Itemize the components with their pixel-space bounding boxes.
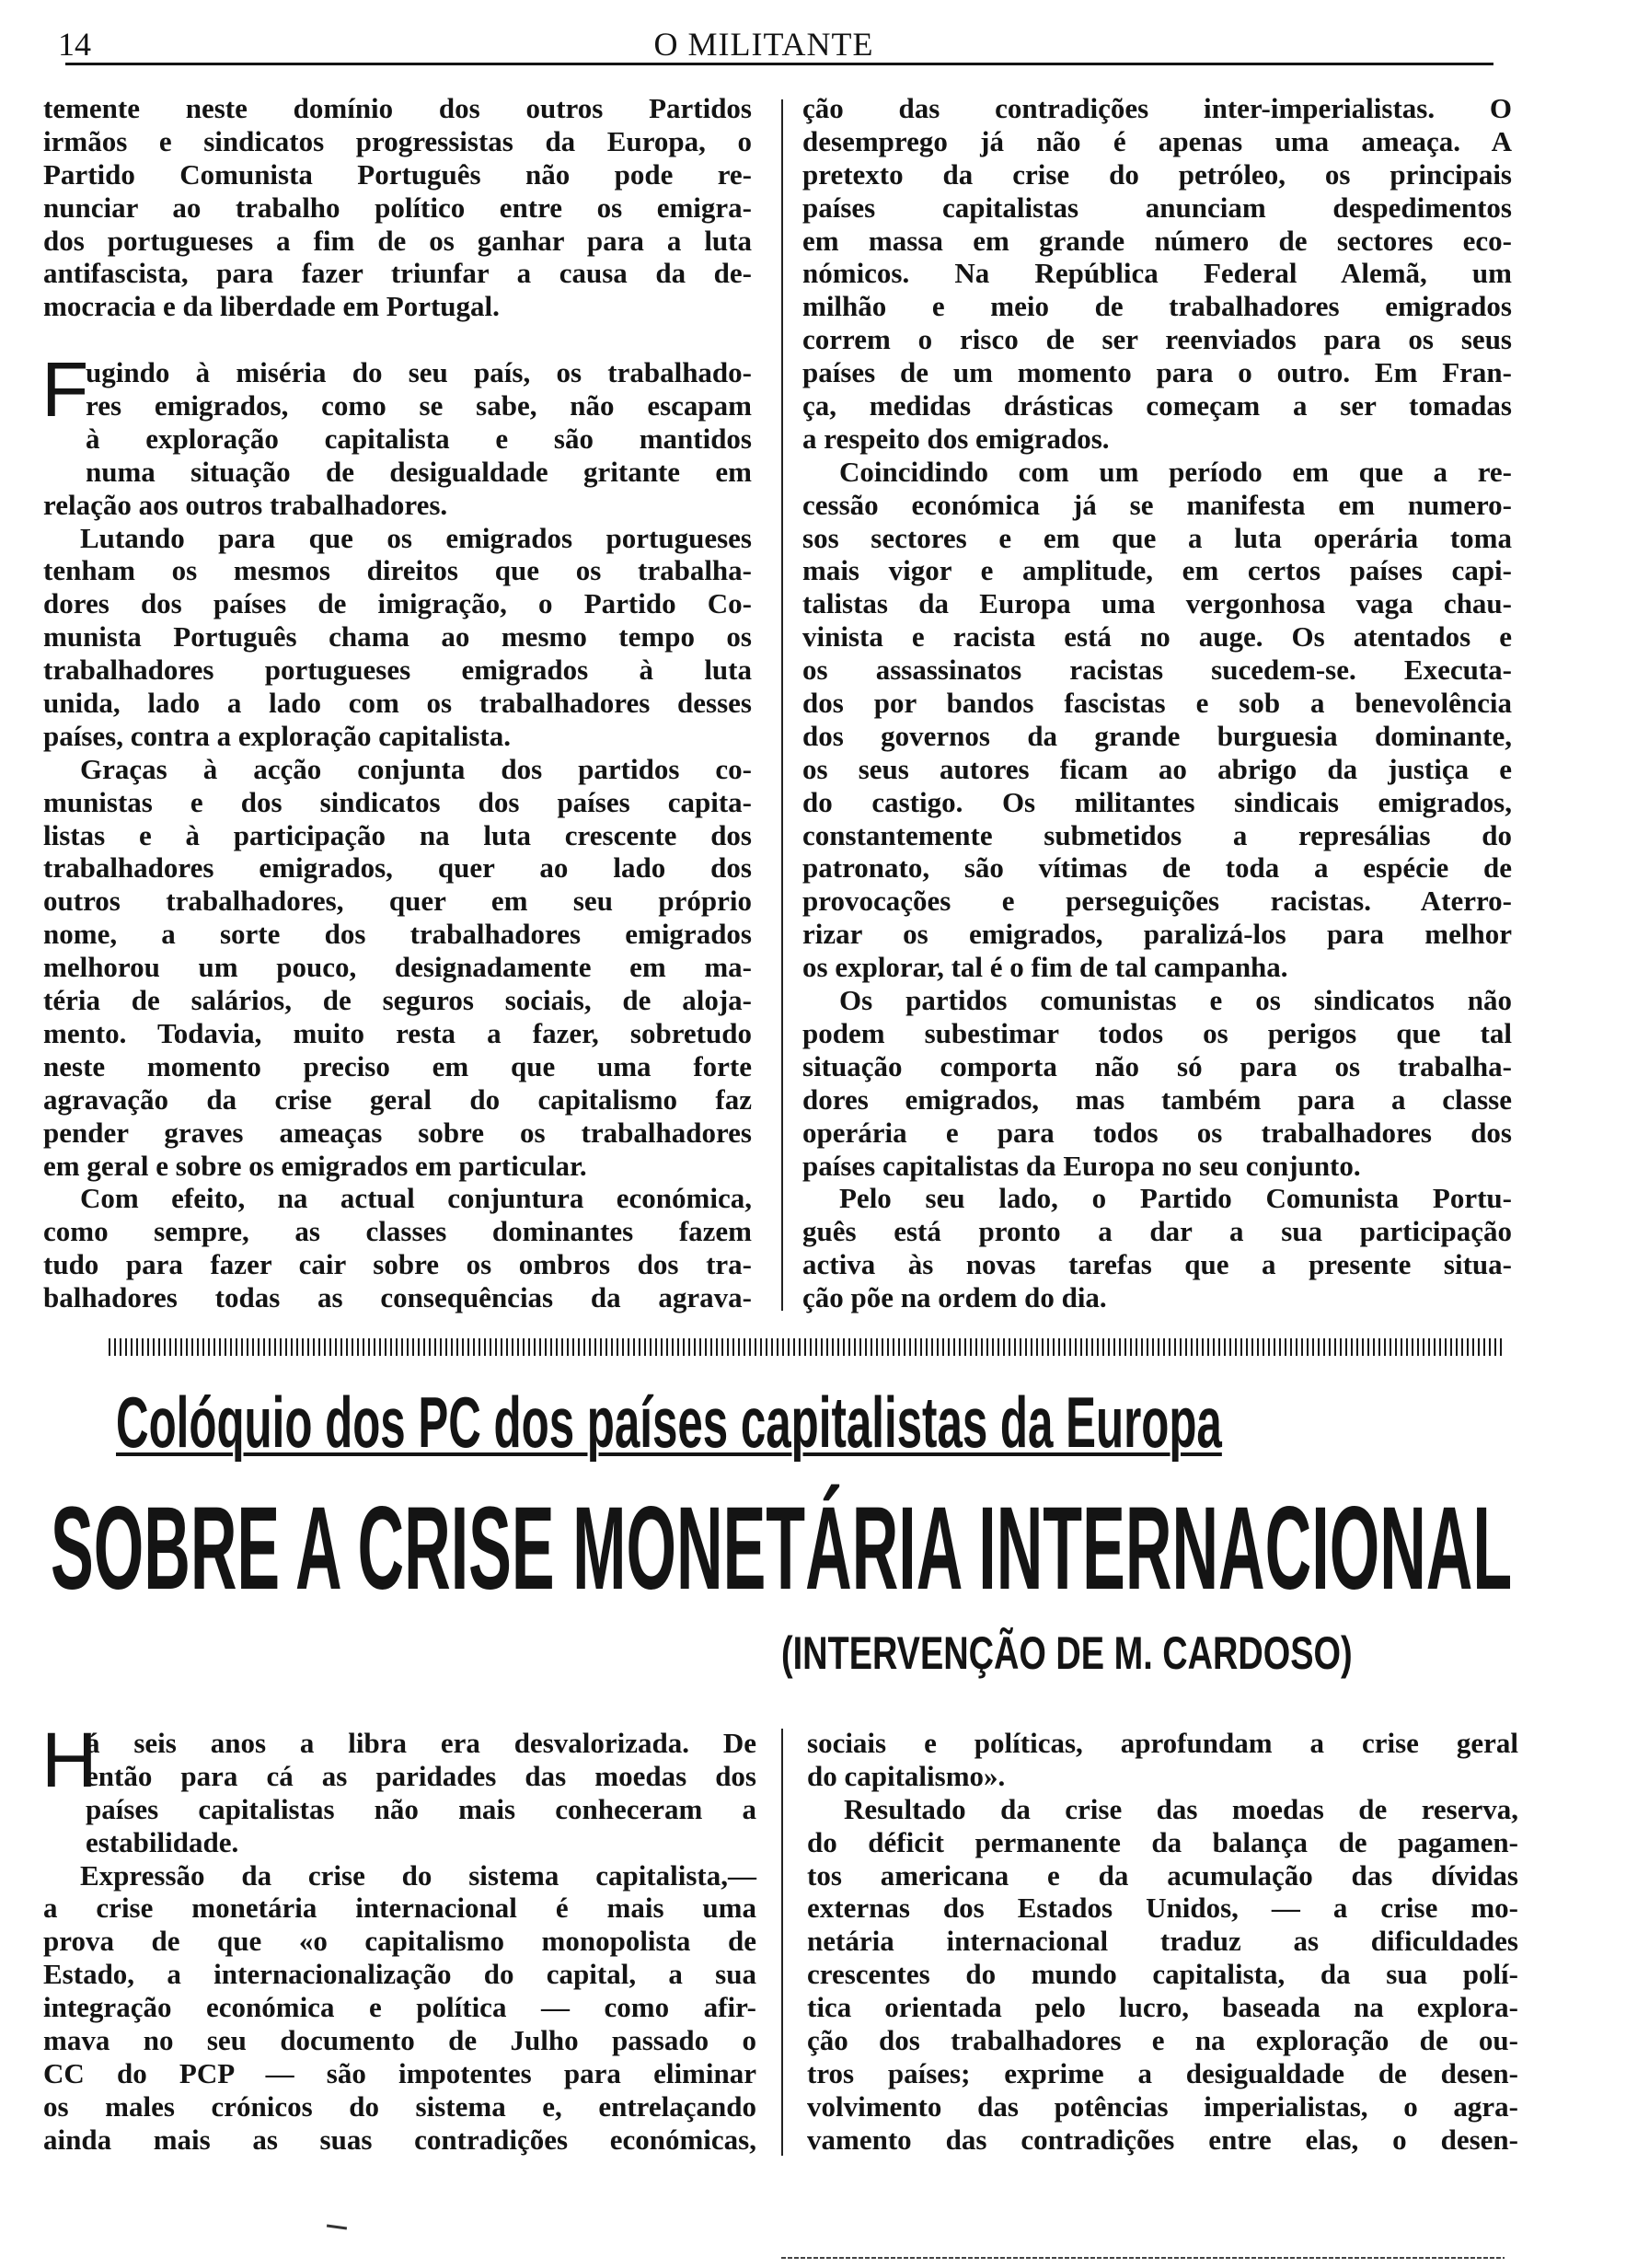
top-right-column xyxy=(802,92,1512,1314)
column-rule xyxy=(781,99,783,1311)
text-line: tros países; exprime a desigualdade de desen- xyxy=(807,2056,1518,2089)
text-line: tos americana e da acumulação das dívidas xyxy=(807,1858,1518,1892)
text-line: correm o risco de ser reenviados para os seus xyxy=(802,323,1512,356)
text-line: operária e para todos os trabalhadores dos xyxy=(802,1116,1512,1149)
text-line: outros trabalhadores, quer em seu próprio xyxy=(43,885,752,918)
text-line: à exploração capitalista e são mantidos xyxy=(86,422,752,455)
text-line: Graças à acção conjunta dos partidos co- xyxy=(80,752,752,785)
text-line: Resultado da crise das moedas de reserva, xyxy=(844,1792,1518,1825)
text-line: volvimento das potências imperialistas, o agra- xyxy=(807,2089,1518,2123)
paragraph xyxy=(802,984,1512,1182)
text-line: do castigo. Os militantes sindicais emigrados, xyxy=(802,785,1512,818)
text-line: ça, medidas drásticas começam a ser tomadas xyxy=(802,389,1512,422)
text-line: activa às novas tarefas que a presente situa- xyxy=(802,1248,1512,1281)
text-line: netária internacional traduz as dificuldades xyxy=(807,1925,1518,1958)
text-line: nunciar ao trabalho político entre os emigra- xyxy=(43,191,752,224)
text-line: Pelo seu lado, o Partido Comunista Portu- xyxy=(839,1182,1512,1215)
footer-rule xyxy=(781,2257,1505,2259)
text-line: dos governos da grande burguesia dominante, xyxy=(802,719,1512,752)
text-line: como sempre, as classes dominantes fazem xyxy=(43,1215,752,1248)
section-divider xyxy=(109,1338,1505,1356)
text-line: os explorar, tal é o fim de tal campanha. xyxy=(802,951,1288,984)
text-line: dores emigrados, mas também para a classe xyxy=(802,1082,1512,1116)
text-line: países, contra a exploração capitalista. xyxy=(43,719,512,752)
text-line: á seis anos a libra era desvalorizada. De xyxy=(86,1727,756,1759)
text-line: mava no seu documento de Julho passado o xyxy=(43,2024,756,2057)
text-line: ugindo à miséria do seu país, os trabalhado- xyxy=(86,356,752,389)
text-line: rizar os emigrados, paralizá-los para melhor xyxy=(802,918,1512,951)
text-line: vamento das contradições entre elas, o desen- xyxy=(807,2123,1518,2156)
article-title: SOBRE A CRISE MONETÁRIA INTERNACIONAL xyxy=(51,1483,1513,1614)
text-line: os assassinatos racistas sucedem-se. Executa- xyxy=(802,654,1512,687)
text-line: tica orientada pelo lucro, baseada na explora- xyxy=(807,1991,1518,2024)
text-line: países de um momento para o outro. Em Fran- xyxy=(802,356,1512,389)
text-line: téria de salários, de seguros sociais, de aloja- xyxy=(43,984,752,1017)
text-line: Os partidos comunistas e os sindicatos não xyxy=(839,984,1512,1017)
paragraph xyxy=(807,1727,1518,1793)
text-line: tenham os mesmos direitos que os trabalha- xyxy=(43,554,752,587)
paragraph xyxy=(43,522,752,753)
text-line: CC do PCP — são impotentes para eliminar xyxy=(43,2056,756,2089)
text-line: talistas da Europa uma vergonhosa vaga chau- xyxy=(802,587,1512,620)
paragraph xyxy=(43,1182,752,1314)
text-line: agravação da crise geral do capitalismo faz xyxy=(43,1082,752,1116)
text-line: nómicos. Na República Federal Alemã, um xyxy=(802,257,1512,290)
text-line: a respeito dos emigrados. xyxy=(802,422,1110,455)
drop-cap: F xyxy=(41,346,89,434)
text-line: listas e à participação na luta crescente dos xyxy=(43,818,752,851)
text-line: estabilidade. xyxy=(86,1825,239,1858)
paragraph xyxy=(802,456,1512,984)
text-line: países capitalistas não mais conheceram a xyxy=(86,1792,756,1825)
text-line: podem subestimar todos os perigos que tal xyxy=(802,1016,1512,1049)
text-line: ção dos trabalhadores e na exploração de ou- xyxy=(807,2024,1518,2057)
text-line: trabalhadores emigrados, quer ao lado dos xyxy=(43,851,752,885)
text-line: antifascista, para fazer triunfar a causa da de- xyxy=(43,257,752,290)
text-line: patronato, são vítimas de toda a espécie de xyxy=(802,851,1512,885)
text-line: a crise monetária internacional é mais uma xyxy=(43,1892,756,1925)
text-line: sociais e políticas, aprofundam a crise geral xyxy=(807,1727,1518,1759)
text-line: do déficit permanente da balança de pagamen- xyxy=(807,1825,1518,1858)
article-kicker: Colóquio dos PC dos países capitalistas da Europa xyxy=(116,1382,1222,1463)
print-mark xyxy=(327,2224,347,2229)
bottom-left-column xyxy=(41,1717,756,2157)
text-line: países capitalistas da Europa no seu conjunto. xyxy=(802,1149,1361,1182)
text-line: Lutando para que os emigrados portugueses xyxy=(80,521,752,554)
text-line: temente neste domínio dos outros Partidos xyxy=(43,92,752,124)
text-line: então para cá as paridades das moedas dos xyxy=(86,1759,756,1792)
text-line: pretexto da crise do petróleo, os principais xyxy=(802,157,1512,191)
text-line: mento. Todavia, muito resta a fazer, sobretudo xyxy=(43,1016,752,1049)
text-line: sos sectores e em que a luta operária toma xyxy=(802,521,1512,554)
text-line: Com efeito, na actual conjuntura económica, xyxy=(80,1182,752,1215)
paragraph xyxy=(43,753,752,1183)
text-line: em geral e sobre os emigrados em particular. xyxy=(43,1149,587,1182)
text-line: vinista e racista está no auge. Os atentados e xyxy=(802,620,1512,654)
text-line: neste momento preciso em que uma forte xyxy=(43,1049,752,1082)
paragraph-gap xyxy=(43,323,752,356)
paragraph xyxy=(43,92,752,323)
paragraph xyxy=(807,1793,1518,2157)
text-line: constantemente submetidos a represálias do xyxy=(802,818,1512,851)
text-line: ção das contradições inter-imperialistas. O xyxy=(802,92,1512,124)
article-byline: (INTERVENÇÃO DE M. CARDOSO) xyxy=(781,1627,1353,1679)
text-line: munistas e dos sindicatos dos países capita- xyxy=(43,785,752,818)
header-rule xyxy=(65,63,1493,65)
text-line: unida, lado a lado com os trabalhadores desses xyxy=(43,687,752,720)
text-line: cessão económica já se manifesta em numero- xyxy=(802,488,1512,521)
text-line: pender graves ameaças sobre os trabalhadores xyxy=(43,1116,752,1149)
text-line: melhorou um pouco, designadamente em ma- xyxy=(43,951,752,984)
text-line: crescentes do mundo capitalista, da sua polí- xyxy=(807,1958,1518,1991)
page-number: 14 xyxy=(58,26,91,63)
text-line: Expressão da crise do sistema capitalista,— xyxy=(80,1858,756,1892)
text-line: os seus autores ficam ao abrigo da justiça e xyxy=(802,752,1512,785)
text-line: guês está pronto a dar a sua participação xyxy=(802,1215,1512,1248)
paragraph xyxy=(43,1859,756,2157)
column-rule xyxy=(781,1729,783,2156)
text-line: nome, a sorte dos trabalhadores emigrados xyxy=(43,918,752,951)
text-line: balhadores todas as consequências da agrava- xyxy=(43,1281,752,1314)
drop-cap: H xyxy=(41,1717,98,1803)
top-left-column xyxy=(43,92,752,1314)
text-line: países capitalistas anunciam despedimentos xyxy=(802,191,1512,224)
text-line: do capitalismo». xyxy=(807,1759,1006,1792)
bottom-right-column xyxy=(807,1727,1518,2157)
text-line: integração económica e política — como afir- xyxy=(43,1991,756,2024)
text-line: dores dos países de imigração, o Partido Co- xyxy=(43,587,752,620)
text-line: tudo para fazer cair sobre os ombros dos tra- xyxy=(43,1248,752,1281)
text-line: munista Português chama ao mesmo tempo os xyxy=(43,620,752,654)
text-line: trabalhadores portugueses emigrados à luta xyxy=(43,654,752,687)
text-line: desemprego já não é apenas uma ameaça. A xyxy=(802,124,1512,157)
text-line: numa situação de desigualdade gritante em xyxy=(86,455,752,488)
paragraph xyxy=(802,92,1512,456)
text-line: Estado, a internacionalização do capital, a sua xyxy=(43,1958,756,1991)
text-line: situação comporta não só para os trabalha- xyxy=(802,1049,1512,1082)
text-line: em massa em grande número de sectores eco- xyxy=(802,224,1512,257)
text-line: irmãos e sindicatos progressistas da Europa, o xyxy=(43,124,752,157)
text-line: dos portugueses a fim de os ganhar para a luta xyxy=(43,224,752,257)
text-line: ainda mais as suas contradições económicas, xyxy=(43,2123,756,2156)
text-line: externas dos Estados Unidos, — a crise mo- xyxy=(807,1892,1518,1925)
text-line: res emigrados, como se sabe, não escapam xyxy=(86,389,752,422)
masthead: O MILITANTE xyxy=(653,26,874,63)
text-line: mocracia e da liberdade em Portugal. xyxy=(43,290,500,323)
text-line: milhão e meio de trabalhadores emigrados xyxy=(802,290,1512,323)
text-line: relação aos outros trabalhadores. xyxy=(43,488,448,521)
text-line: Coincidindo com um período em que a re- xyxy=(839,455,1512,488)
text-line: ção põe na ordem do dia. xyxy=(802,1281,1107,1314)
text-line: os males crónicos do sistema e, entrelaçando xyxy=(43,2089,756,2123)
text-line: mais vigor e amplitude, em certos países capi- xyxy=(802,554,1512,587)
paragraph xyxy=(802,1182,1512,1314)
text-line: provocações e perseguições racistas. Aterro- xyxy=(802,885,1512,918)
paragraph xyxy=(41,346,752,521)
text-line: dos por bandos fascistas e sob a benevolência xyxy=(802,687,1512,720)
paragraph xyxy=(41,1717,756,1859)
text-line: Partido Comunista Português não pode re- xyxy=(43,157,752,191)
text-line: prova de que «o capitalismo monopolista de xyxy=(43,1925,756,1958)
